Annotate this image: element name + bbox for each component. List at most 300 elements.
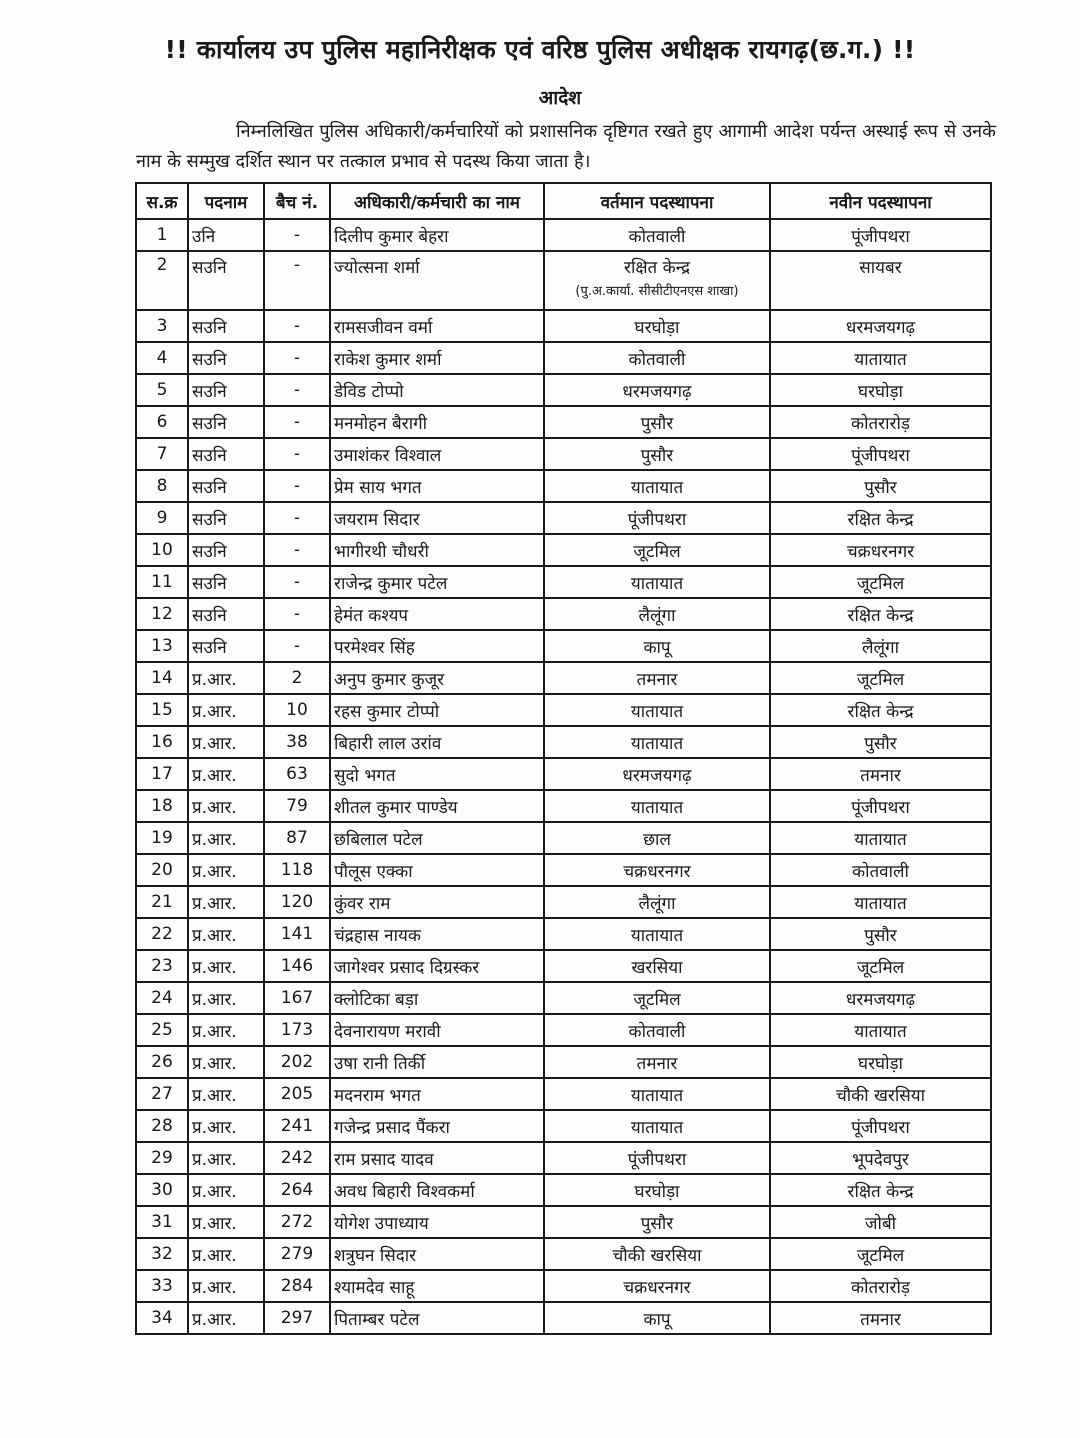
badge-number-cell-text: 205 [280, 1084, 314, 1104]
rank-cell-text: प्र.आर. [192, 1309, 237, 1330]
serial-number-cell [136, 886, 188, 918]
serial-number-cell [136, 1046, 188, 1078]
badge-number-cell-text: 264 [280, 1180, 314, 1200]
personnel-name-cell [330, 950, 544, 982]
badge-number-cell-text: 167 [280, 988, 314, 1008]
rank-cell-text: सउनि [192, 381, 227, 402]
table-row [136, 950, 991, 982]
current-posting-cell-text: यातायात [630, 477, 684, 498]
rank-cell-text: प्र.आर. [192, 829, 237, 850]
badge-number-cell [264, 758, 330, 790]
current-posting-cell-text: रक्षित केन्द्र [624, 258, 690, 278]
badge-number-cell-text: 173 [280, 1020, 314, 1040]
personnel-name-cell [330, 1142, 544, 1174]
serial-number-cell [136, 1206, 188, 1238]
badge-number-cell [264, 1142, 330, 1174]
serial-number-cell [136, 251, 188, 310]
rank-cell-text: सउनि [192, 349, 227, 370]
new-posting-cell-text: जोबी [864, 1213, 897, 1234]
serial-number-cell [136, 982, 188, 1014]
current-posting-cell-text: यातायात [630, 797, 684, 818]
rank-cell [188, 854, 264, 886]
rank-cell-text: सउनि [192, 637, 227, 658]
rank-cell [188, 598, 264, 630]
office-title: !! कार्यालय उप पुलिस महानिरीक्षक एवं वरिष्ठ पुलिस अधीक्षक रायगढ़(छ.ग.) !! [164, 35, 916, 64]
table-row [136, 438, 991, 470]
new-posting-cell [770, 822, 991, 854]
table-row [136, 502, 991, 534]
rank-cell [188, 1270, 264, 1302]
new-posting-cell-text: जूटमिल [856, 573, 905, 594]
rank-cell-text: प्र.आर. [192, 669, 237, 690]
new-posting-cell [770, 534, 991, 566]
badge-number-cell [264, 1238, 330, 1270]
new-posting-cell-text: पुसौर [864, 925, 897, 946]
table-row [136, 1238, 991, 1270]
current-posting-cell-text: पुसौर [640, 445, 674, 466]
serial-number-cell [136, 1078, 188, 1110]
serial-number-cell-text: 1 [156, 225, 168, 245]
badge-number-cell-text: 141 [280, 924, 314, 944]
current-posting-cell [544, 790, 770, 822]
rank-cell-text: प्र.आर. [192, 861, 237, 882]
rank-cell [188, 950, 264, 982]
current-posting-cell [544, 438, 770, 470]
personnel-name-cell-text: योगेश उपाध्याय [334, 1213, 429, 1234]
current-posting-cell-text: कापू [643, 637, 671, 658]
serial-number-cell-text: 28 [151, 1116, 173, 1136]
rank-cell [188, 251, 264, 310]
personnel-name-cell-text: गजेन्द्र प्रसाद पैंकरा [334, 1117, 450, 1138]
new-posting-cell [770, 1078, 991, 1110]
rank-cell [188, 310, 264, 342]
badge-number-cell-text: 63 [286, 764, 308, 784]
rank-cell-text: प्र.आर. [192, 733, 237, 754]
personnel-name-cell-text: हेमंत कश्यप [334, 605, 409, 626]
personnel-name-cell-text: मदनराम भगत [334, 1085, 421, 1106]
current-posting-cell-text: यातायात [630, 733, 684, 754]
table-row [136, 1206, 991, 1238]
serial-number-cell-text: 14 [151, 668, 173, 688]
badge-number-cell-text: 38 [286, 732, 308, 752]
current-posting-cell-text: पूंजीपथरा [627, 509, 687, 530]
rank-cell-text: प्र.आर. [192, 957, 237, 978]
new-posting-cell [770, 374, 991, 406]
serial-number-cell-text: 8 [156, 476, 168, 496]
current-posting-cell [544, 662, 770, 694]
new-posting-cell-text: धरमजयगढ़ [845, 989, 916, 1010]
new-posting-cell-text: जूटमिल [856, 669, 905, 690]
personnel-name-cell-text: भागीरथी चौधरी [334, 541, 429, 562]
rank-cell-text: प्र.आर. [192, 989, 237, 1010]
personnel-name-cell-text: जागेश्वर प्रसाद दिग्रस्कर [334, 957, 480, 978]
current-posting-cell-text: लैलूंगा [638, 893, 676, 914]
table-row [136, 886, 991, 918]
new-posting-cell-text: कोतरारोड़ [851, 1277, 910, 1298]
new-posting-cell-text: पुसौर [864, 477, 897, 498]
personnel-name-cell-text: डेविड टोप्पो [334, 381, 404, 402]
badge-number-cell [264, 1078, 330, 1110]
personnel-name-cell-text: कुंवर राम [334, 893, 391, 914]
rank-cell [188, 1206, 264, 1238]
serial-number-cell [136, 598, 188, 630]
current-posting-cell [544, 1014, 770, 1046]
personnel-name-cell [330, 219, 544, 251]
rank-cell-text: सउनि [192, 317, 227, 338]
new-posting-cell [770, 342, 991, 374]
new-posting-cell [770, 758, 991, 790]
personnel-name-cell-text: श्यामदेव साहू [334, 1277, 415, 1298]
current-posting-cell [544, 1206, 770, 1238]
new-posting-cell-text: जूटमिल [856, 957, 905, 978]
personnel-name-cell [330, 598, 544, 630]
badge-number-cell [264, 534, 330, 566]
serial-number-cell-text: 9 [156, 508, 168, 528]
serial-number-cell-text: 13 [151, 636, 173, 656]
rank-cell-text: प्र.आर. [192, 1053, 237, 1074]
current-posting-cell [544, 566, 770, 598]
serial-number-cell-text: 22 [151, 924, 173, 944]
header-name: अधिकारी/कर्मचारी का नाम [330, 183, 544, 219]
table-row [136, 470, 991, 502]
rank-cell-text: प्र.आर. [192, 765, 237, 786]
table-row [136, 726, 991, 758]
serial-number-cell [136, 918, 188, 950]
current-posting-cell [544, 694, 770, 726]
current-posting-cell-text: घरघोड़ा [634, 317, 680, 338]
personnel-name-cell [330, 982, 544, 1014]
serial-number-cell-text: 19 [151, 828, 173, 848]
serial-number-cell [136, 1014, 188, 1046]
new-posting-cell [770, 598, 991, 630]
personnel-name-cell [330, 310, 544, 342]
current-posting-cell [544, 470, 770, 502]
badge-number-cell [264, 886, 330, 918]
new-posting-cell [770, 438, 991, 470]
badge-number-cell-text: - [293, 476, 301, 496]
posting-table [135, 182, 992, 1335]
current-posting-cell [544, 251, 770, 310]
badge-number-cell [264, 630, 330, 662]
badge-number-cell-text: 87 [286, 828, 308, 848]
rank-cell [188, 1238, 264, 1270]
table-row [136, 1270, 991, 1302]
rank-cell-text: सउनि [192, 509, 227, 530]
serial-number-cell [136, 1142, 188, 1174]
personnel-name-cell [330, 854, 544, 886]
table-row [136, 630, 991, 662]
badge-number-cell-text: - [293, 255, 301, 275]
new-posting-cell [770, 1014, 991, 1046]
serial-number-cell-text: 16 [151, 732, 173, 752]
personnel-name-cell [330, 406, 544, 438]
table-row [136, 1302, 991, 1334]
rank-cell-text: प्र.आर. [192, 1181, 237, 1202]
rank-cell-text: सउनि [192, 258, 227, 278]
rank-cell [188, 438, 264, 470]
personnel-name-cell [330, 1270, 544, 1302]
new-posting-cell-text: पूंजीपथरा [851, 445, 910, 466]
rank-cell-text: प्र.आर. [192, 1021, 237, 1042]
personnel-name-cell-text: शीतल कुमार पाण्डेय [334, 797, 458, 818]
serial-number-cell-text: 29 [151, 1148, 173, 1168]
table-row [136, 822, 991, 854]
personnel-name-cell [330, 566, 544, 598]
new-posting-cell [770, 982, 991, 1014]
rank-cell [188, 374, 264, 406]
personnel-name-cell [330, 502, 544, 534]
new-posting-cell [770, 502, 991, 534]
personnel-name-cell [330, 1046, 544, 1078]
serial-number-cell [136, 374, 188, 406]
current-posting-cell [544, 534, 770, 566]
new-posting-cell [770, 470, 991, 502]
personnel-name-cell-text: मनमोहन बैरागी [334, 413, 428, 434]
rank-cell-text: प्र.आर. [192, 797, 237, 818]
table-row [136, 1014, 991, 1046]
new-posting-cell [770, 406, 991, 438]
current-posting-cell-text: पुसौर [640, 413, 674, 434]
rank-cell [188, 758, 264, 790]
personnel-name-cell-text: शत्रुघन सिदार [334, 1245, 417, 1266]
serial-number-cell [136, 758, 188, 790]
serial-number-cell [136, 1270, 188, 1302]
badge-number-cell [264, 598, 330, 630]
rank-cell [188, 406, 264, 438]
personnel-name-cell [330, 374, 544, 406]
personnel-name-cell-text: राकेश कुमार शर्मा [334, 349, 442, 370]
table-row [136, 251, 991, 310]
rank-cell [188, 662, 264, 694]
badge-number-cell [264, 251, 330, 310]
serial-number-cell [136, 854, 188, 886]
serial-number-cell [136, 406, 188, 438]
rank-cell-text: प्र.आर. [192, 1117, 237, 1138]
personnel-name-cell [330, 342, 544, 374]
current-posting-cell [544, 1302, 770, 1334]
serial-number-cell-text: 20 [151, 860, 173, 880]
personnel-name-cell [330, 1110, 544, 1142]
badge-number-cell [264, 918, 330, 950]
new-posting-cell-text: रक्षित केन्द्र [847, 701, 914, 722]
rank-cell-text: सउनि [192, 477, 227, 498]
personnel-name-cell [330, 630, 544, 662]
personnel-name-cell-text: चंद्रहास नायक [334, 925, 421, 946]
rank-cell-text: सउनि [192, 573, 227, 594]
current-posting-cell-text: चक्रधरनगर [623, 861, 691, 882]
current-posting-cell-text: खरसिया [631, 957, 683, 978]
badge-number-cell-text: 120 [280, 892, 314, 912]
current-posting-cell [544, 1046, 770, 1078]
current-posting-cell-text: लैलूंगा [638, 605, 676, 626]
badge-number-cell-text: 297 [280, 1308, 314, 1328]
rank-cell-text: सउनि [192, 541, 227, 562]
current-posting-cell [544, 1078, 770, 1110]
new-posting-cell [770, 1302, 991, 1334]
rank-cell-text: सउनि [192, 605, 227, 626]
badge-number-cell-text: 2 [291, 668, 303, 688]
personnel-name-cell-text: उषा रानी तिर्की [334, 1053, 426, 1074]
table-row [136, 1174, 991, 1206]
current-posting-cell [544, 886, 770, 918]
rank-cell [188, 694, 264, 726]
current-posting-cell [544, 950, 770, 982]
badge-number-cell-text: - [293, 412, 301, 432]
table-row [136, 1110, 991, 1142]
badge-number-cell-text: 279 [280, 1244, 314, 1264]
badge-number-cell-text: 146 [280, 956, 314, 976]
badge-number-cell [264, 406, 330, 438]
personnel-name-cell-text: रामसजीवन वर्मा [334, 317, 433, 338]
badge-number-cell [264, 726, 330, 758]
current-posting-cell [544, 1270, 770, 1302]
rank-cell-text: प्र.आर. [192, 1085, 237, 1106]
serial-number-cell-text: 3 [156, 316, 168, 336]
badge-number-cell-text: 79 [286, 796, 308, 816]
serial-number-cell [136, 1174, 188, 1206]
serial-number-cell [136, 950, 188, 982]
serial-number-cell-text: 10 [151, 540, 173, 560]
new-posting-cell-text: यातायात [854, 893, 907, 914]
serial-number-cell [136, 310, 188, 342]
table-header-row [136, 183, 991, 219]
personnel-name-cell [330, 694, 544, 726]
new-posting-cell-text: यातायात [854, 1021, 907, 1042]
serial-number-cell [136, 438, 188, 470]
badge-number-cell [264, 1302, 330, 1334]
badge-number-cell [264, 566, 330, 598]
rank-cell [188, 566, 264, 598]
table-body [136, 219, 991, 1334]
serial-number-cell [136, 1302, 188, 1334]
current-posting-cell-text: यातायात [630, 925, 684, 946]
serial-number-cell [136, 822, 188, 854]
personnel-name-cell-text: प्रेम साय भगत [334, 477, 422, 498]
current-posting-cell [544, 1174, 770, 1206]
personnel-name-cell [330, 251, 544, 310]
personnel-name-cell-text: परमेश्वर सिंह [334, 637, 415, 658]
current-posting-cell [544, 854, 770, 886]
badge-number-cell-text: - [293, 348, 301, 368]
table-row [136, 566, 991, 598]
personnel-name-cell-text: सुदो भगत [334, 765, 396, 786]
table-row [136, 342, 991, 374]
new-posting-cell-text: कोतरारोड़ [851, 413, 910, 434]
serial-number-cell-text: 7 [156, 444, 168, 464]
personnel-name-cell [330, 1078, 544, 1110]
personnel-name-cell [330, 726, 544, 758]
badge-number-cell-text: 272 [280, 1212, 314, 1232]
current-posting-cell [544, 918, 770, 950]
new-posting-cell-text: कोतवाली [852, 861, 909, 882]
current-posting-cell-text: कोतवाली [628, 1021, 686, 1042]
table-row [136, 219, 991, 251]
personnel-name-cell [330, 1302, 544, 1334]
current-posting-cell-text: यातायात [630, 701, 684, 722]
serial-number-cell [136, 502, 188, 534]
serial-number-cell-text: 12 [151, 604, 173, 624]
badge-number-cell [264, 982, 330, 1014]
serial-number-cell-text: 24 [151, 988, 173, 1008]
badge-number-cell-text: - [293, 572, 301, 592]
badge-number-cell [264, 310, 330, 342]
rank-cell [188, 982, 264, 1014]
table-row [136, 694, 991, 726]
rank-cell [188, 1110, 264, 1142]
rank-cell [188, 918, 264, 950]
badge-number-cell [264, 662, 330, 694]
badge-number-cell [264, 854, 330, 886]
current-posting-cell [544, 406, 770, 438]
personnel-name-cell [330, 918, 544, 950]
current-posting-cell-text: पूंजीपथरा [627, 1149, 687, 1170]
current-posting-cell-text: जूटमिल [633, 541, 681, 562]
new-posting-cell [770, 1270, 991, 1302]
serial-number-cell-text: 26 [151, 1052, 173, 1072]
serial-number-cell [136, 219, 188, 251]
header-new-posting: नवीन पदस्थापना [770, 183, 991, 219]
current-posting-cell [544, 598, 770, 630]
badge-number-cell [264, 1046, 330, 1078]
rank-cell-text: प्र.आर. [192, 893, 237, 914]
badge-number-cell [264, 1270, 330, 1302]
personnel-name-cell-text: पौलूस एक्का [334, 861, 413, 882]
personnel-name-cell-text: अवध बिहारी विश्वकर्मा [334, 1181, 475, 1202]
personnel-name-cell-text: राजेन्द्र कुमार पटेल [334, 573, 448, 594]
new-posting-cell [770, 1110, 991, 1142]
rank-cell-text: प्र.आर. [192, 1149, 237, 1170]
personnel-name-cell-text: ज्योत्सना शर्मा [334, 258, 420, 278]
badge-number-cell [264, 822, 330, 854]
new-posting-cell [770, 694, 991, 726]
serial-number-cell-text: 27 [151, 1084, 173, 1104]
personnel-name-cell [330, 438, 544, 470]
personnel-name-cell-text: अनुप कुमार कुजूर [334, 669, 445, 690]
current-posting-cell [544, 822, 770, 854]
badge-number-cell [264, 219, 330, 251]
badge-number-cell [264, 950, 330, 982]
table-row [136, 790, 991, 822]
badge-number-cell-text: - [293, 225, 301, 245]
new-posting-cell [770, 219, 991, 251]
personnel-name-cell [330, 790, 544, 822]
current-posting-cell-text: जूटमिल [633, 989, 681, 1010]
serial-number-cell [136, 662, 188, 694]
table-row [136, 1142, 991, 1174]
new-posting-cell-text: तमनार [860, 765, 901, 786]
new-posting-cell [770, 1238, 991, 1270]
current-posting-note: (पु.अ.कार्या. सीसीटीएनएस शाखा) [575, 284, 739, 299]
personnel-name-cell [330, 1014, 544, 1046]
serial-number-cell-text: 18 [151, 796, 173, 816]
new-posting-cell-text: यातायात [854, 829, 907, 850]
badge-number-cell-text: 284 [280, 1276, 314, 1296]
new-posting-cell-text: पूंजीपथरा [851, 1117, 910, 1138]
badge-number-cell [264, 1014, 330, 1046]
new-posting-cell-text: घरघोड़ा [858, 1053, 903, 1074]
new-posting-cell-text: घरघोड़ा [858, 381, 903, 402]
personnel-name-cell-text: जयराम सिदार [334, 509, 420, 530]
table-row [136, 854, 991, 886]
current-posting-cell [544, 342, 770, 374]
table-row [136, 310, 991, 342]
table-row [136, 598, 991, 630]
new-posting-cell [770, 1142, 991, 1174]
current-posting-cell [544, 982, 770, 1014]
rank-cell [188, 886, 264, 918]
badge-number-cell-text: - [293, 380, 301, 400]
rank-cell [188, 1302, 264, 1334]
